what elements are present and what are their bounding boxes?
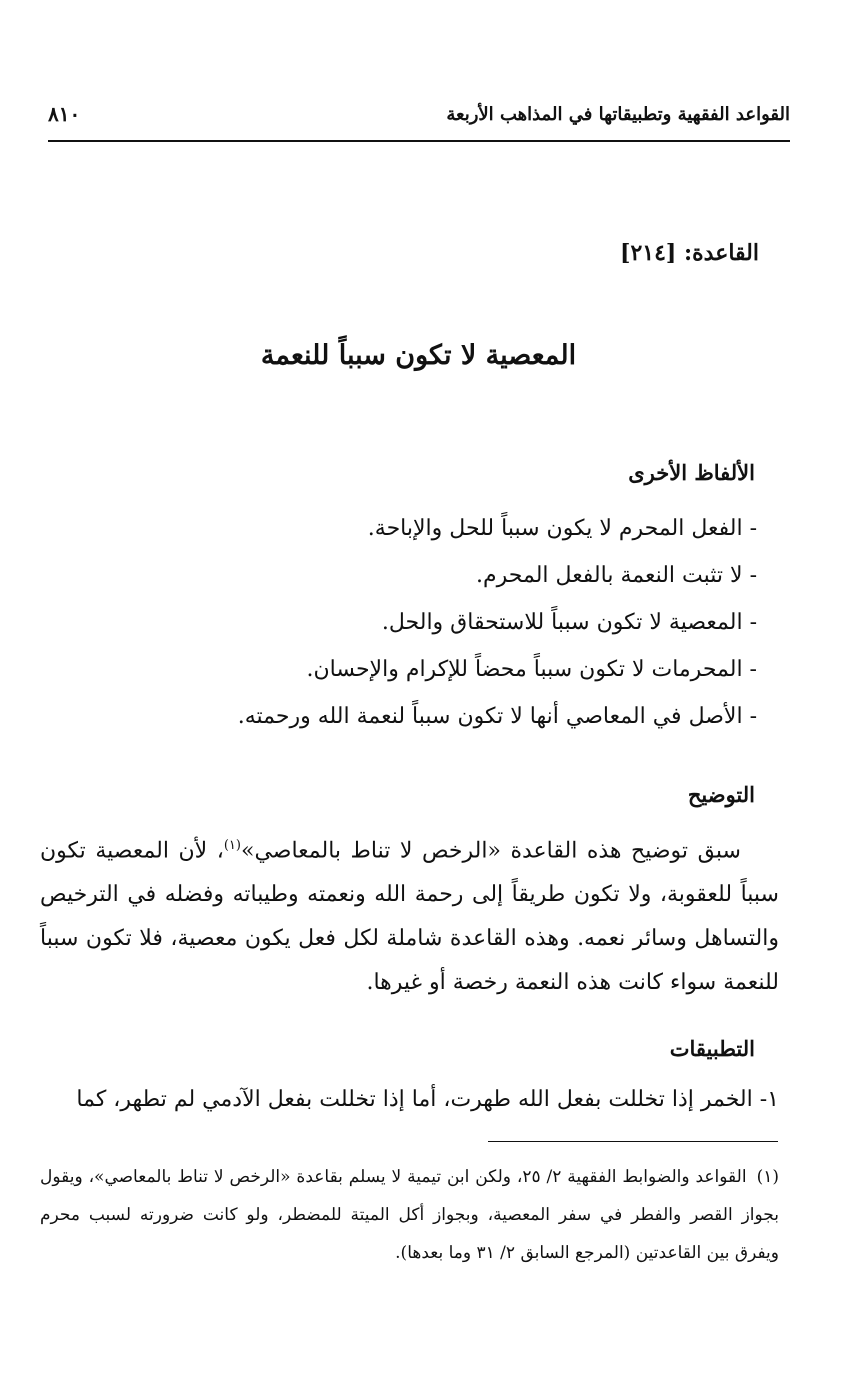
- footnote-text: القواعد والضوابط الفقهية ٢/ ٢٥، ولكن ابن تيمية لا يسلم بقاعدة «الرخص لا تناط بالمعاصي»، ويقول بجواز القصر والفطر في سفر المعصية، وبجواز أكل الميتة للمضطر، ولو كانت ضرورته لسبب محرم ويفرق بين القاعدتين (المرجع السابق ٢/ ٣١ وما بعدها).: [40, 1167, 779, 1263]
- footnote-number: (١): [756, 1167, 779, 1187]
- running-header: [48, 100, 790, 140]
- rule-title: المعصية لا تكون سبباً للنعمة: [260, 340, 577, 371]
- explanation-heading: التوضيح: [687, 782, 755, 807]
- rule-number: [٢١٤]: [620, 240, 677, 266]
- list-item: - لا تثبت النعمة بالفعل المحرم.: [476, 563, 757, 588]
- list-item: - الفعل المحرم لا يكون سبباً للحل والإباحة.: [367, 516, 757, 541]
- other-wordings-heading: الألفاظ الأخرى: [628, 460, 755, 485]
- running-header-title: القواعد الفقهية وتطبيقاتها في المذاهب الأربعة: [446, 104, 790, 125]
- other-wordings-list: [238, 505, 757, 740]
- list-item: - الأصل في المعاصي أنها لا تكون سبباً لنعمة الله ورحمته.: [237, 704, 757, 729]
- footnote-reference[interactable]: (١): [223, 838, 241, 853]
- header-divider: [48, 140, 790, 142]
- footnote-divider: [488, 1141, 778, 1142]
- rule-heading: [620, 240, 759, 266]
- page-number: ٨١٠: [48, 102, 81, 126]
- footnote: [40, 1158, 779, 1272]
- list-item: - المعصية لا تكون سبباً للاستحقاق والحل.: [381, 610, 757, 635]
- rule-label: القاعدة:: [684, 240, 759, 266]
- list-item: - المحرمات لا تكون سبباً محضاً للإكرام والإحسان.: [306, 657, 757, 682]
- applications-paragraph: ١- الخمر إذا تخللت بفعل الله طهرت، أما إذا تخللت بفعل الآدمي لم تطهر، كما: [76, 1087, 779, 1112]
- applications-heading: التطبيقات: [669, 1036, 755, 1061]
- explanation-text-start: سبق توضيح هذه القاعدة «الرخص لا تناط بالمعاصي»: [240, 838, 741, 864]
- explanation-paragraph: [40, 824, 779, 1005]
- explanation-text-end: ، لأن المعصية تكون سبباً للعقوبة، ولا تكون طريقاً إلى رحمة الله ونعمته وطيباته وفضله في الترخيص والتساهل وسائر نعمه. وهذه القاعدة شاملة لكل فعل يكون معصية، فلا تكون سبباً للنعمة سواء كانت هذه النعمة رخصة أو غيرها.: [40, 838, 779, 996]
